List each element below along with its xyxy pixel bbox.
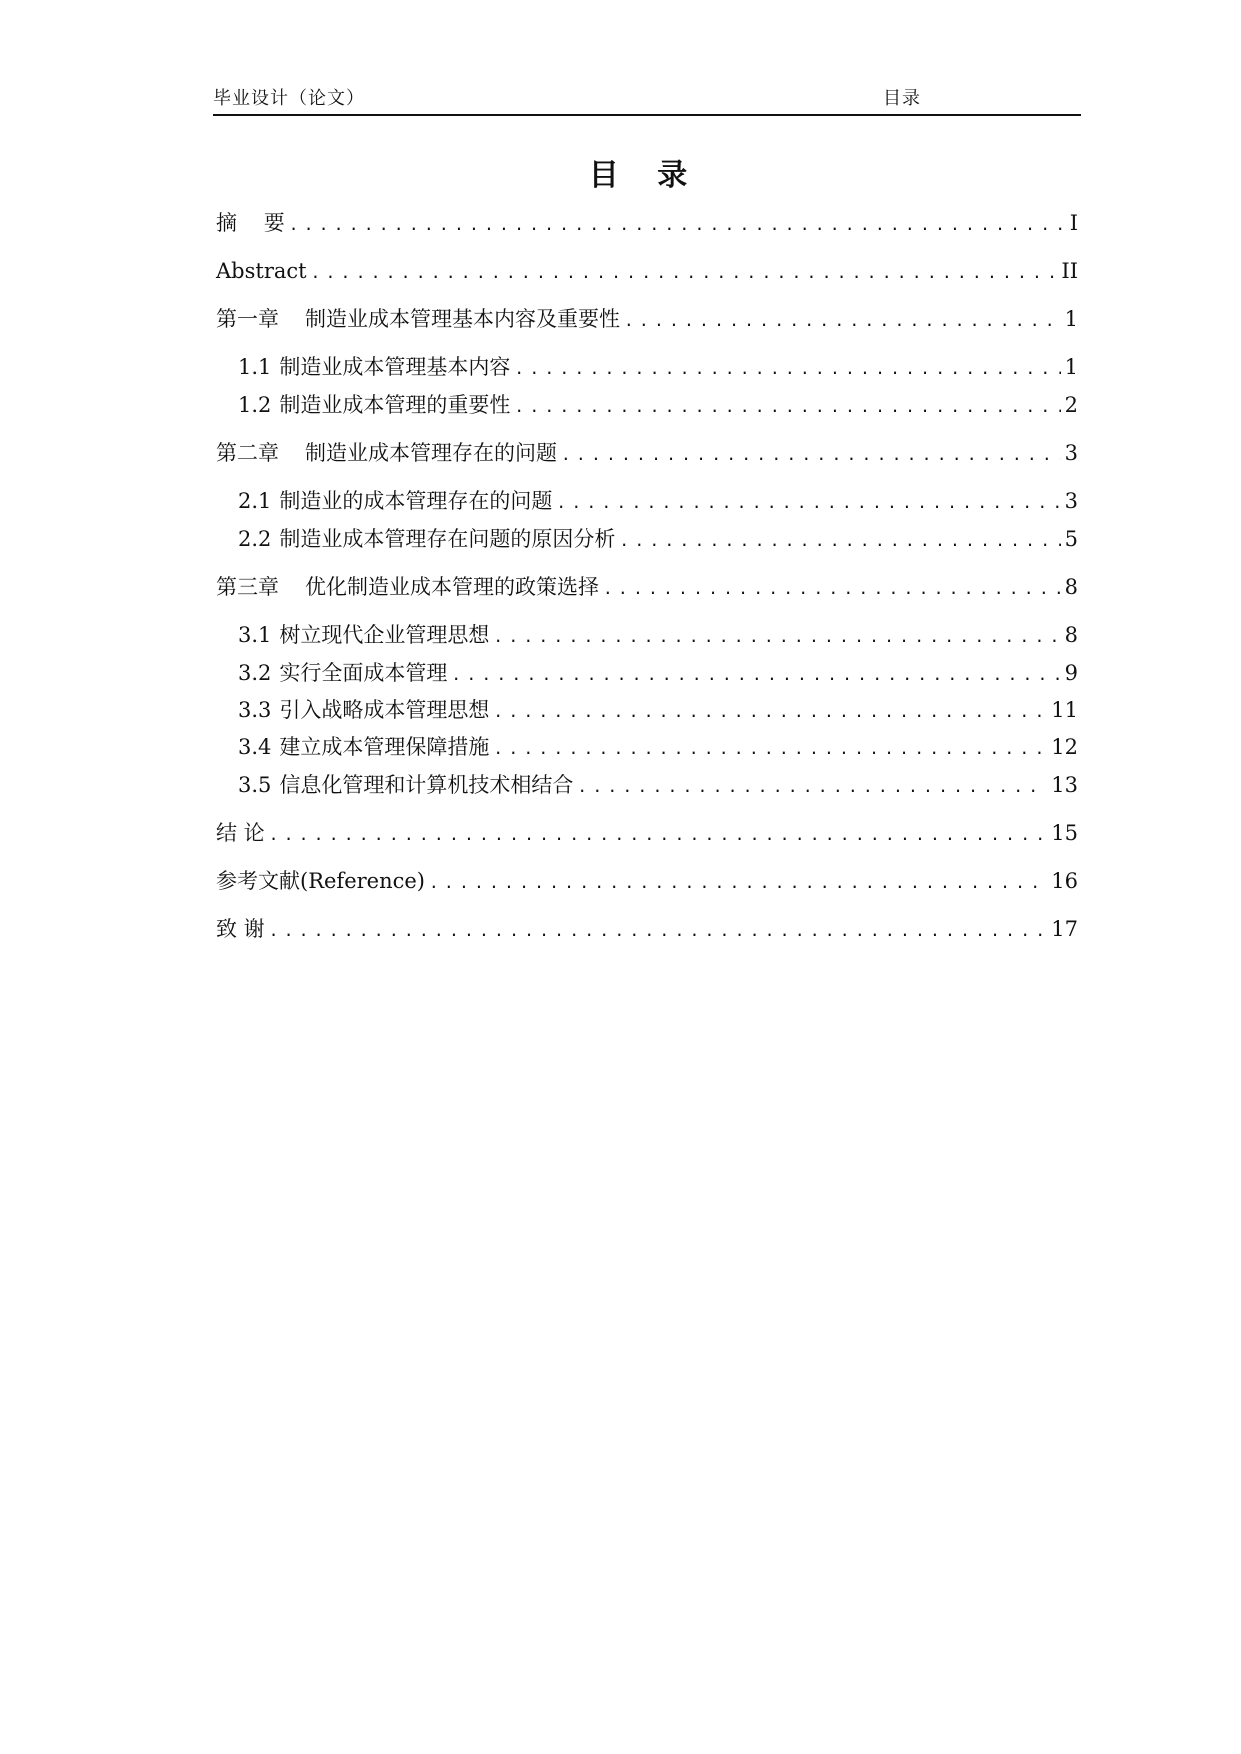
toc-entry-abstract-cn[interactable] [216, 208, 1078, 238]
section-number: 3.3 [238, 698, 272, 722]
toc-entry-label: 信息化管理和计算机技术相结合 [279, 773, 574, 797]
toc-entry-label: 制造业成本管理存在问题的原因分析 [279, 527, 616, 551]
toc-page-number: 8 [1064, 623, 1078, 647]
chapter-prefix: 第二章 [216, 441, 279, 465]
dot-leader [269, 820, 1048, 850]
dot-leader [577, 772, 1047, 802]
toc-entry-label: 参考文献(Reference) [216, 869, 426, 893]
toc-entry-section-1-1[interactable] [238, 352, 1078, 382]
toc-entry-label: 制造业成本管理存在的问题 [305, 441, 557, 465]
toc-page-number: 1 [1064, 307, 1078, 331]
dot-leader [311, 258, 1058, 288]
toc-entry-label: 摘 要 [216, 211, 285, 235]
toc-entry-label: 致 谢 [216, 917, 265, 941]
dot-leader [619, 526, 1060, 556]
dot-leader [451, 660, 1060, 690]
dot-leader [556, 488, 1060, 518]
toc-entry-label: 结 论 [216, 821, 265, 845]
toc-entry-acknowledgements[interactable] [216, 914, 1078, 944]
toc-page-number: 12 [1051, 735, 1078, 759]
toc-entry-label: 制造业成本管理基本内容 [279, 355, 511, 379]
toc-entry-label: 树立现代企业管理思想 [279, 623, 490, 647]
page-header [213, 86, 1081, 116]
toc-page-number: 3 [1064, 441, 1078, 465]
dot-leader [514, 354, 1060, 384]
toc-entry-section-3-1[interactable] [238, 620, 1078, 650]
toc-page-number: I [1069, 211, 1078, 235]
toc-entry-references[interactable] [216, 866, 1078, 896]
toc-entry-label: 建立成本管理保障措施 [279, 735, 490, 759]
dot-leader [289, 210, 1066, 240]
toc-page-number: 11 [1051, 698, 1078, 722]
section-number: 1.1 [238, 355, 272, 379]
toc-page-number: 1 [1064, 355, 1078, 379]
toc-entry-chapter-1[interactable] [216, 304, 1078, 334]
toc-page-number: 15 [1051, 821, 1078, 845]
dot-leader [493, 697, 1047, 727]
toc-page-number: 8 [1064, 575, 1078, 599]
toc-entry-abstract-en[interactable] [216, 256, 1078, 286]
toc-entry-label: Abstract [216, 259, 307, 283]
dot-leader [493, 622, 1060, 652]
toc-page-number: 17 [1051, 917, 1078, 941]
toc-entry-chapter-2[interactable] [216, 438, 1078, 468]
toc-entry-label: 制造业成本管理基本内容及重要性 [305, 307, 620, 331]
toc-entry-section-3-2[interactable] [238, 658, 1078, 688]
toc-entry-section-2-2[interactable] [238, 524, 1078, 554]
toc-entry-section-1-2[interactable] [238, 390, 1078, 420]
section-number: 3.1 [238, 623, 272, 647]
dot-leader [514, 392, 1060, 422]
toc-page-number: 9 [1064, 661, 1078, 685]
toc-entry-label: 制造业的成本管理存在的问题 [279, 489, 553, 513]
section-number: 2.1 [238, 489, 272, 513]
dot-leader [429, 868, 1047, 898]
chapter-prefix: 第一章 [216, 307, 279, 331]
dot-leader [603, 574, 1061, 604]
toc-page-number: 3 [1064, 489, 1078, 513]
section-number: 1.2 [238, 393, 272, 417]
toc-entry-conclusion[interactable] [216, 818, 1078, 848]
toc-entry-chapter-3[interactable] [216, 572, 1078, 602]
dot-leader [624, 306, 1061, 336]
section-number: 2.2 [238, 527, 272, 551]
toc-entry-label: 制造业成本管理的重要性 [279, 393, 511, 417]
section-number: 3.2 [238, 661, 272, 685]
header-section-label: 目录 [883, 88, 921, 109]
dot-leader [561, 440, 1061, 470]
section-number: 3.5 [238, 773, 272, 797]
toc-entry-section-3-5[interactable] [238, 770, 1078, 800]
toc-page-number: 2 [1064, 393, 1078, 417]
toc-page-number: 5 [1064, 527, 1078, 551]
page-title: 目 录 [588, 158, 702, 193]
toc-page-number: 16 [1051, 869, 1078, 893]
toc-entry-label: 实行全面成本管理 [279, 661, 448, 685]
toc-entry-label: 引入战略成本管理思想 [279, 698, 490, 722]
section-number: 3.4 [238, 735, 272, 759]
toc-page-number: II [1061, 259, 1078, 283]
chapter-prefix: 第三章 [216, 575, 279, 599]
toc-entry-section-2-1[interactable] [238, 486, 1078, 516]
header-thesis-label: 毕业设计（论文） [213, 88, 365, 109]
toc-entry-section-3-4[interactable] [238, 732, 1078, 762]
dot-leader [493, 734, 1047, 764]
toc-entry-section-3-3[interactable] [238, 695, 1078, 725]
dot-leader [269, 916, 1048, 946]
toc-page-number: 13 [1051, 773, 1078, 797]
toc-entry-label: 优化制造业成本管理的政策选择 [305, 575, 599, 599]
